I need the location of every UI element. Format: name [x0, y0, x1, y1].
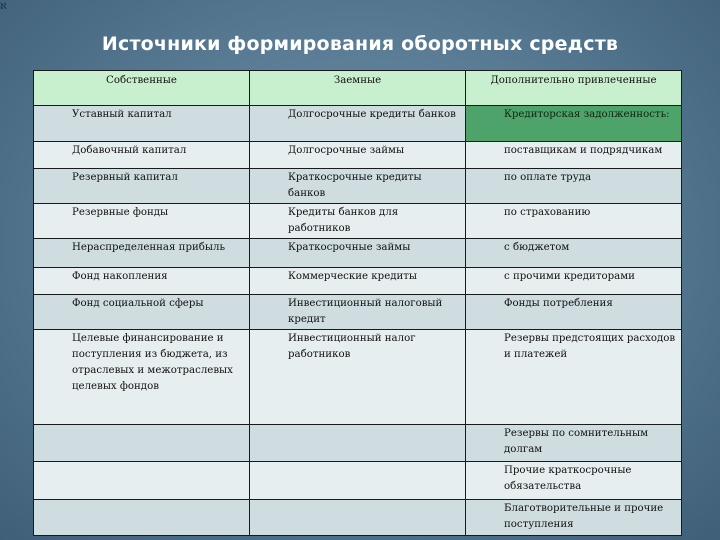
- cell-own: Фонд накопления: [34, 268, 250, 295]
- cell-additional: Резервы предстоящих расходов и платежей: [466, 330, 682, 425]
- table-row: [34, 204, 682, 239]
- cell-additional: поставщикам и подрядчикам: [466, 142, 682, 169]
- cell-own: Резервные фонды: [34, 204, 250, 239]
- table-header-row: [34, 71, 682, 106]
- cell-own: Резервный капитал: [34, 169, 250, 204]
- cell-borrowed: [250, 425, 466, 462]
- table-row: [34, 169, 682, 204]
- table-row: [34, 295, 682, 330]
- cell-own: Уставный капитал: [34, 106, 250, 142]
- cell-own: Целевые финансирование и поступления из бюджета, из отраслевых и межотраслевых целевых фондов: [34, 330, 250, 425]
- cell-own: Фонд социальной сферы: [34, 295, 250, 330]
- cell-additional: Благотворительные и прочие поступления: [466, 500, 682, 536]
- table-row: [34, 500, 682, 536]
- table-row: [34, 142, 682, 169]
- table-row: [34, 462, 682, 500]
- table-row: [34, 106, 682, 142]
- cell-additional: по страхованию: [466, 204, 682, 239]
- cell-borrowed: [250, 500, 466, 536]
- cell-own: Нераспределенная прибыль: [34, 239, 250, 268]
- slide-title: Источники формирования оборотных средств: [101, 33, 619, 55]
- cell-borrowed: Долгосрочные кредиты банков: [250, 106, 466, 142]
- cell-borrowed: Инвестиционный налог работников: [250, 330, 466, 425]
- table-row: [34, 239, 682, 268]
- header-own: Собственные: [34, 71, 250, 106]
- cell-borrowed: Кредиты банков для работников: [250, 204, 466, 239]
- sources-table: [33, 70, 682, 536]
- cell-own: [34, 500, 250, 536]
- table-row: [34, 268, 682, 295]
- cell-own: [34, 425, 250, 462]
- cell-additional: Прочие краткосрочные обязательства: [466, 462, 682, 500]
- cell-additional: с бюджетом: [466, 239, 682, 268]
- cell-additional: с прочими кредиторами: [466, 268, 682, 295]
- cell-additional: Кредиторская задолженность:: [466, 106, 682, 142]
- cell-additional: Резервы по сомнительным долгам: [466, 425, 682, 462]
- header-borrowed: Заемные: [250, 71, 466, 106]
- cell-borrowed: Долгосрочные займы: [250, 142, 466, 169]
- cell-additional: по оплате труда: [466, 169, 682, 204]
- corner-mark: ℵ: [0, 2, 7, 12]
- header-additional: Дополнительно привлеченные: [466, 71, 682, 106]
- cell-borrowed: [250, 462, 466, 500]
- cell-additional: Фонды потребления: [466, 295, 682, 330]
- cell-borrowed: Краткосрочные кредиты банков: [250, 169, 466, 204]
- table-row: [34, 425, 682, 462]
- cell-borrowed: Инвестиционный налоговый кредит: [250, 295, 466, 330]
- cell-own: Добавочный капитал: [34, 142, 250, 169]
- cell-borrowed: Краткосрочные займы: [250, 239, 466, 268]
- cell-borrowed: Коммерческие кредиты: [250, 268, 466, 295]
- cell-own: [34, 462, 250, 500]
- table-row: [34, 330, 682, 425]
